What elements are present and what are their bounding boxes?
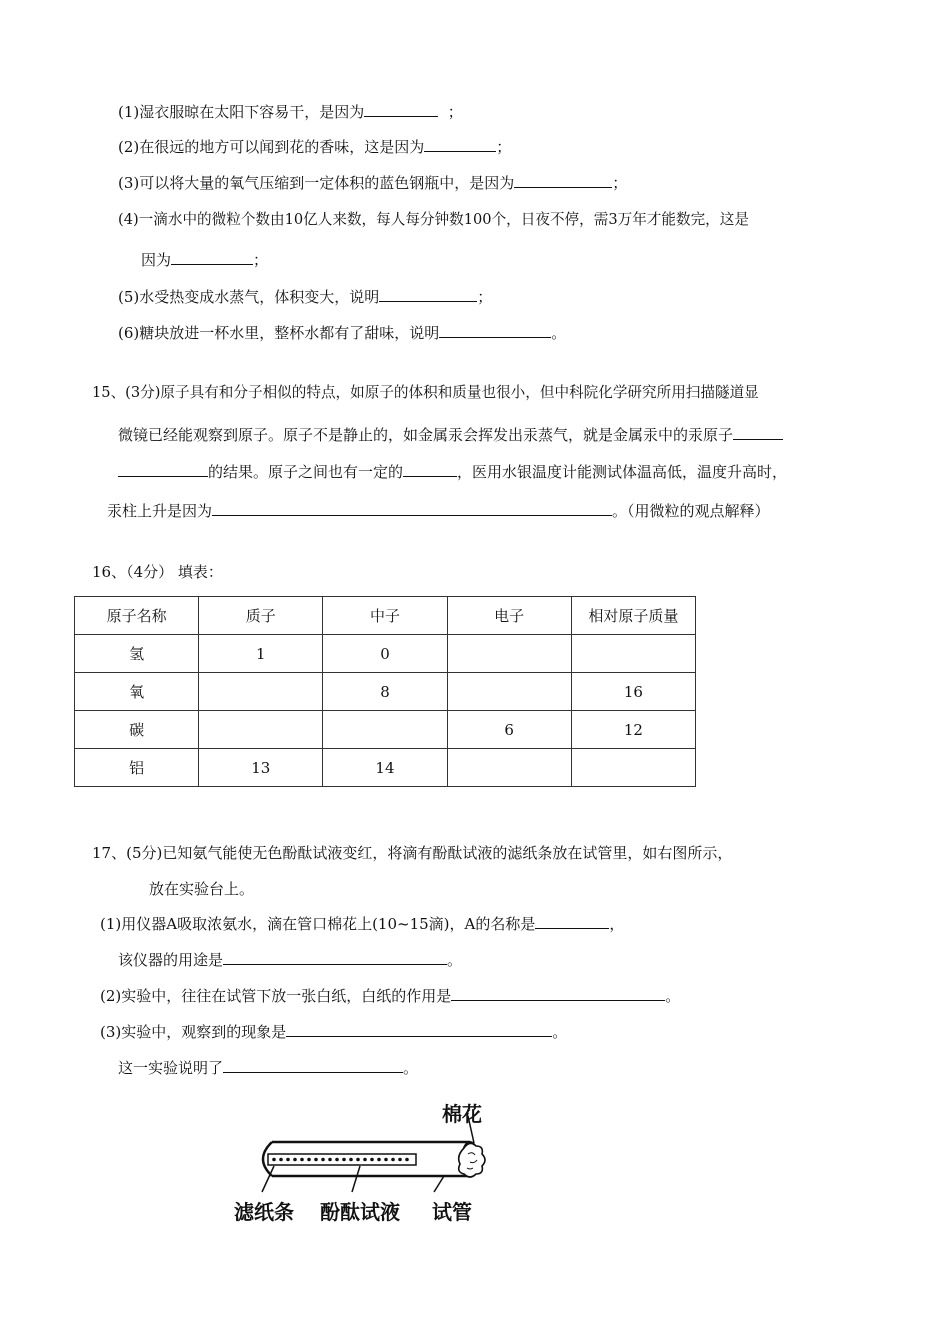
table-header-row [75, 597, 696, 635]
table-cell: 铝 [75, 749, 199, 787]
answer-blank[interactable] [514, 173, 612, 188]
answer-blank[interactable] [212, 501, 612, 516]
q17-line-2: 放在实验台上。 [149, 880, 255, 898]
table-cell: 6 [447, 711, 571, 749]
q15-line-4: 汞柱上升是因为 。（用微粒的观点解释） [107, 502, 770, 520]
atom-table [74, 596, 696, 787]
table-cell: 0 [323, 635, 447, 673]
q15-line-2: 微镜已经能观察到原子。原子不是静止的，如金属汞会挥发出汞蒸气，就是金属汞中的汞原子 [118, 425, 783, 445]
q14-line-6: (6)糖块放进一杯水里，整杯水都有了甜味，说明 。 [118, 324, 567, 342]
cotton-label: 棉花 [442, 1102, 482, 1126]
table-cell[interactable] [199, 673, 323, 711]
table-cell[interactable] [447, 673, 571, 711]
table-cell: 氧 [75, 673, 199, 711]
table-cell: 14 [323, 749, 447, 787]
table-cell[interactable] [447, 749, 571, 787]
answer-blank[interactable] [439, 323, 551, 338]
answer-blank[interactable] [379, 287, 477, 302]
test-tube-label: 试管 [432, 1200, 472, 1224]
q15-line-3: 的结果。原子之间也有一定的 ，医用水银温度计能测试体温高低，温度升高时， [118, 462, 787, 482]
table-cell: 16 [571, 673, 695, 711]
q14-line-4b: 因为 ； [141, 251, 269, 269]
q14-line-3: (3)可以将大量的氧气压缩到一定体积的蓝色钢瓶中，是因为 ； [118, 174, 628, 192]
table-row [75, 635, 696, 673]
q17-line-7: 这一实验说明了 。 [118, 1059, 419, 1077]
column-header: 电子 [447, 597, 571, 635]
answer-blank[interactable] [223, 1058, 403, 1073]
table-cell[interactable] [199, 711, 323, 749]
table-cell: 氢 [75, 635, 199, 673]
filter-strip-label: 滤纸条 [234, 1200, 294, 1224]
q14-line-5: (5)水受热变成水蒸气，体积变大，说明 ； [118, 288, 493, 306]
q17-line-6: (3)实验中，观察到的现象是 。 [100, 1023, 568, 1041]
answer-blank[interactable] [733, 425, 783, 440]
answer-blank[interactable] [223, 950, 447, 965]
answer-blank[interactable] [535, 914, 609, 929]
q14-line-1: (1)湿衣服晾在太阳下容易干，是因为 ； [118, 103, 463, 121]
column-header: 原子名称 [75, 597, 199, 635]
answer-blank[interactable] [403, 462, 457, 477]
column-header: 质子 [199, 597, 323, 635]
q17-line-4: 该仪器的用途是 。 [118, 951, 463, 969]
table-cell: 1 [199, 635, 323, 673]
column-header: 中子 [323, 597, 447, 635]
q15-line-1: 15、(3分)原子具有和分子相似的特点，如原子的体积和质量也很小，但中科院化学研究所用扫描隧道显 [92, 384, 759, 401]
table-row [75, 711, 696, 749]
column-header: 相对原子质量 [571, 597, 695, 635]
q14-line-2: (2)在很远的地方可以闻到花的香味，这是因为 ； [118, 138, 512, 156]
answer-blank[interactable] [118, 462, 208, 477]
answer-blank[interactable] [171, 250, 253, 265]
phenolphthalein-label: 酚酞试液 [320, 1200, 400, 1224]
answer-blank[interactable] [424, 137, 496, 152]
table-cell[interactable] [447, 635, 571, 673]
answer-blank[interactable] [364, 102, 438, 117]
q17-line-3: (1)用仪器A吸取浓氨水，滴在管口棉花上(10~15滴)，A的名称是 ， [100, 915, 625, 933]
table-cell[interactable] [571, 635, 695, 673]
q14-line-4a: (4)一滴水中的微粒个数由10亿人来数，每人每分钟数100个，日夜不停，需3万年才能数完，这是 [118, 211, 749, 228]
table-row [75, 749, 696, 787]
test-tube-figure [230, 1098, 510, 1228]
table-cell[interactable] [323, 711, 447, 749]
q16-title: 16、（4分） 填表： [92, 563, 223, 581]
answer-blank[interactable] [451, 986, 665, 1001]
q17-line-5: (2)实验中，往往在试管下放一张白纸，白纸的作用是 。 [100, 987, 681, 1005]
table-cell: 12 [571, 711, 695, 749]
q17-line-1: 17、(5分)已知氨气能使无色酚酞试液变红，将滴有酚酞试液的滤纸条放在试管里，如右图所示， [92, 844, 733, 862]
table-cell: 13 [199, 749, 323, 787]
table-cell[interactable] [571, 749, 695, 787]
table-cell: 碳 [75, 711, 199, 749]
table-cell: 8 [323, 673, 447, 711]
answer-blank[interactable] [286, 1022, 552, 1037]
table-row [75, 673, 696, 711]
